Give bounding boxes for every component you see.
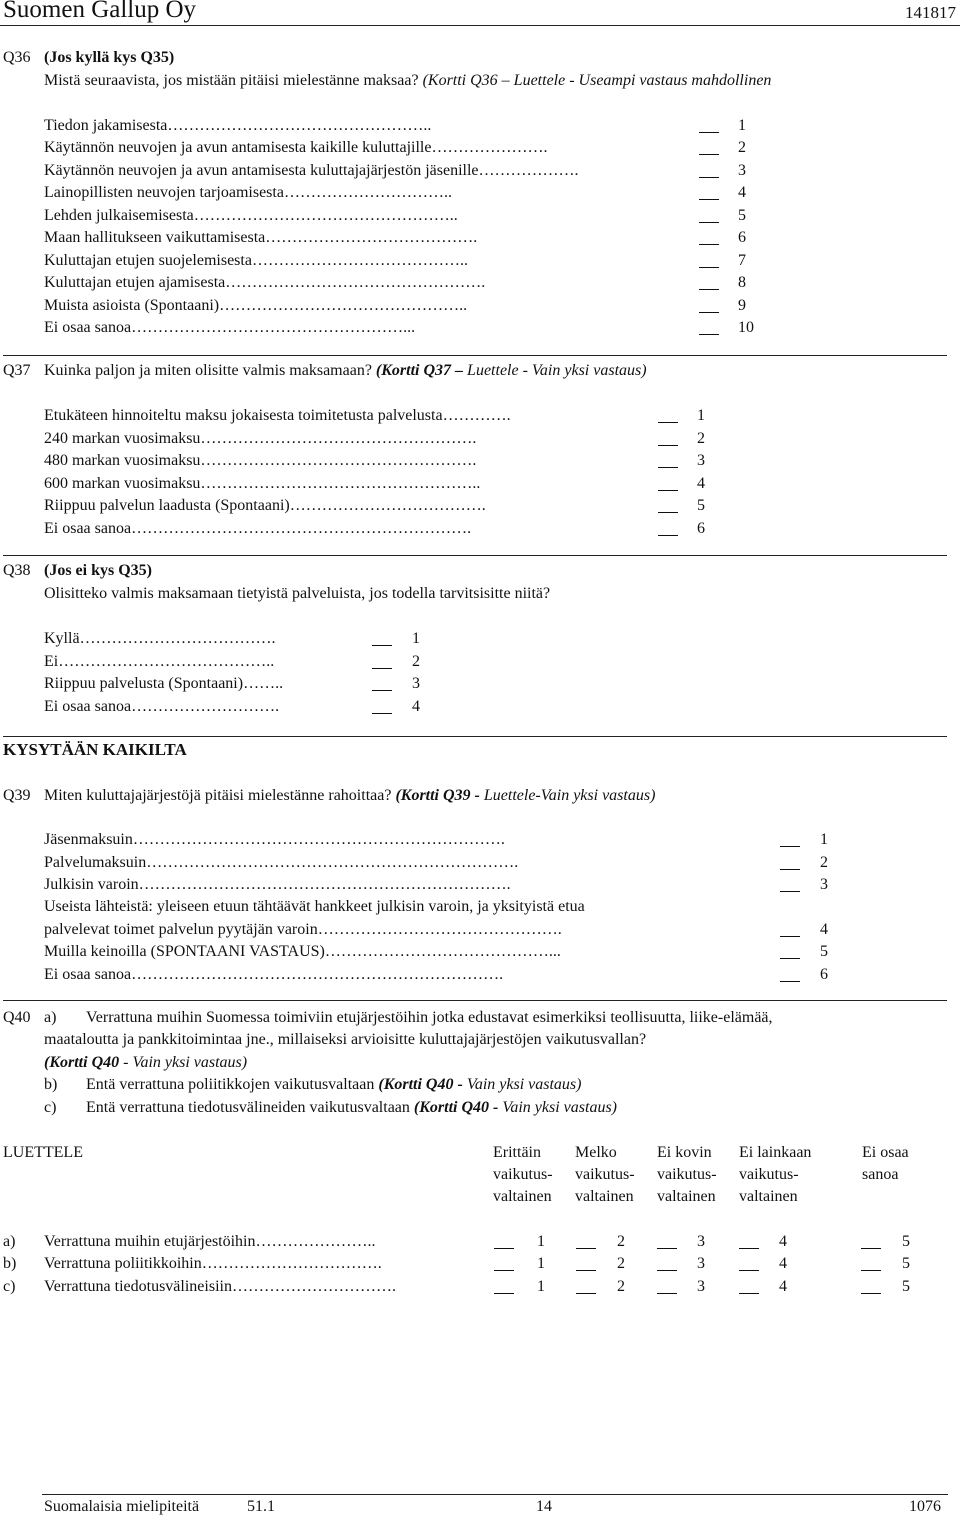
q37-option-label [44, 519, 654, 539]
footer-version: 51.1 [247, 1498, 275, 1515]
dot-leader: ………………………………….. [58, 653, 275, 670]
grid-column-header: valtainen [739, 1188, 798, 1205]
dot-leader: …………. [442, 407, 511, 424]
answer-blank[interactable] [861, 1293, 881, 1294]
answer-blank[interactable] [861, 1248, 881, 1249]
q38-option-label [44, 629, 368, 649]
q37-question: Kuinka paljon ja miten olisitte valmis maksamaan? (Kortti Q37 – Luettele - Vain yksi vastaus) [44, 362, 647, 379]
q36-option-label [44, 161, 695, 181]
answer-blank[interactable] [372, 690, 392, 691]
answer-blank[interactable] [699, 132, 719, 133]
answer-blank[interactable] [739, 1293, 759, 1294]
dot-leader: ……………………………………………………………. [146, 854, 519, 871]
dot-leader: …………………………………. [265, 229, 478, 246]
answer-code: 8 [738, 274, 746, 291]
q38-condition: (Jos ei kys Q35) [44, 562, 152, 579]
answer-blank[interactable] [699, 312, 719, 313]
q37-option-label [44, 496, 654, 516]
answer-blank[interactable] [657, 1248, 677, 1249]
answer-code: 5 [820, 943, 828, 960]
answer-code: 4 [779, 1255, 787, 1272]
answer-blank[interactable] [657, 1270, 677, 1271]
q39-option-label [44, 853, 776, 873]
dot-leader: ………………………………………….. [167, 117, 432, 134]
answer-blank[interactable] [657, 1293, 677, 1294]
dot-leader: ………………….. [255, 1233, 376, 1250]
q40-a-text: Verrattuna muihin Suomessa toimiviin etujärjestöihin jotka edustavat esimerkiksi teollisuutta, liike-elämää, [86, 1009, 773, 1026]
answer-blank[interactable] [494, 1270, 514, 1271]
q36-condition: (Jos kyllä kys Q35) [44, 49, 175, 66]
option-text: Riippuu palvelun laadusta (Spontaani) [44, 497, 290, 514]
option-text: Kyllä [44, 630, 80, 647]
option-text: Käytännön neuvojen ja avun antamisesta kuluttajajärjestön jäsenille [44, 162, 479, 179]
footer-publication: Suomalaisia mielipiteitä [44, 1498, 200, 1515]
dot-leader: ……………………………………………. [200, 452, 477, 469]
answer-code: 7 [738, 252, 746, 269]
answer-blank[interactable] [494, 1293, 514, 1294]
q39-question: Miten kuluttajajärjestöjä pitäisi mielestänne rahoittaa? (Kortti Q39 - Luettele-Vain yksi vastaus) [44, 787, 656, 804]
q38-question: Olisitteko valmis maksamaan tietyistä palveluista, jos todella tarvitsisitte niitä? [44, 585, 551, 602]
grid-row-letter: a) [3, 1233, 16, 1250]
option-text: Ei osaa sanoa [44, 698, 132, 715]
q36-option-label [44, 138, 695, 158]
answer-code: 5 [902, 1255, 910, 1272]
q36-question: Mistä seuraavista, jos mistään pitäisi mielestänne maksaa? (Kortti Q36 – Luettele - Useampi vastaus mahdollinen [44, 72, 772, 89]
answer-blank[interactable] [576, 1270, 596, 1271]
answer-code: 2 [617, 1278, 625, 1295]
q36-option-label [44, 251, 695, 271]
dot-leader: ……………………………………………. [200, 430, 477, 447]
dot-leader: ………………………………………….. [193, 207, 458, 224]
answer-code: 3 [697, 452, 705, 469]
option-text: Käytännön neuvojen ja avun antamisesta kaikille kuluttajille [44, 139, 432, 156]
q36-option-label [44, 318, 695, 338]
answer-code: 2 [820, 854, 828, 871]
q39-multiline-label: Useista lähteistä: yleiseen etuun tähtäävät hankkeet julkisin varoin, ja yksityistä etua [44, 898, 585, 915]
grid-row-letter: c) [3, 1278, 16, 1295]
option-text: Etukäteen hinnoiteltu maksu jokaisesta toimitetusta palvelusta [44, 407, 443, 424]
answer-blank[interactable] [699, 199, 719, 200]
dot-leader: ………………………………………. [317, 921, 562, 938]
option-text: Tiedon jakamisesta [44, 117, 168, 134]
answer-blank[interactable] [780, 846, 800, 847]
option-text: Lainopillisten neuvojen tarjoamisesta [44, 184, 284, 201]
answer-blank[interactable] [739, 1270, 759, 1271]
answer-blank[interactable] [699, 289, 719, 290]
answer-code: 10 [738, 319, 754, 336]
answer-blank[interactable] [780, 981, 800, 982]
answer-blank[interactable] [699, 244, 719, 245]
form-code: 141817 [905, 3, 956, 22]
grid-column-header: valtainen [657, 1188, 716, 1205]
q38-number: Q38 [3, 562, 31, 579]
q40-a-text-cont: maataloutta ja pankkitoimintaa jne., millaiseksi arvioisitte kuluttajajärjestöjen vaikutusvallan? [44, 1031, 647, 1048]
q39-option-label [44, 965, 776, 985]
q37-number: Q37 [3, 362, 31, 379]
footer-page-number: 14 [536, 1498, 552, 1515]
answer-blank[interactable] [780, 958, 800, 959]
answer-code: 4 [697, 475, 705, 492]
option-text: Palvelumaksuin [44, 854, 147, 871]
answer-code: 3 [412, 675, 420, 692]
q40-c-text: Entä verrattuna tiedotusvälineiden vaikutusvaltaan (Kortti Q40 - Vain yksi vastaus) [86, 1099, 617, 1116]
luettele-label: LUETTELE [3, 1144, 83, 1161]
answer-blank[interactable] [699, 154, 719, 155]
option-text: Ei osaa sanoa [44, 520, 132, 537]
q38-option-label [44, 674, 368, 694]
option-text: Muista asioista (Spontaani) [44, 297, 220, 314]
q36-option-label [44, 296, 695, 316]
answer-blank[interactable] [372, 713, 392, 714]
dot-leader: ………………………………….. [251, 252, 468, 269]
option-text: Jäsenmaksuin [44, 831, 133, 848]
q39-number: Q39 [3, 787, 31, 804]
answer-code: 2 [617, 1255, 625, 1272]
option-text: Ei osaa sanoa [44, 319, 132, 336]
answer-code: 3 [697, 1255, 705, 1272]
answer-blank[interactable] [658, 422, 678, 423]
option-text: Julkisin varoin [44, 876, 139, 893]
answer-code: 3 [697, 1278, 705, 1295]
grid-column-header: valtainen [493, 1188, 552, 1205]
q36-instruction: (Kortti Q36 – Luettele - Useampi vastaus mahdollinen [422, 72, 772, 89]
dot-leader: ………………………………………………………. [131, 520, 472, 537]
answer-blank[interactable] [372, 668, 392, 669]
answer-code: 5 [902, 1233, 910, 1250]
answer-blank[interactable] [780, 891, 800, 892]
dot-leader: …………………………………………….. [200, 475, 481, 492]
option-text: Ei osaa sanoa [44, 966, 132, 983]
q36-number: Q36 [3, 49, 31, 66]
answer-code: 1 [537, 1255, 545, 1272]
option-text: Riippuu palvelusta (Spontaani) [44, 675, 244, 692]
grid-row-letter: b) [3, 1255, 17, 1272]
answer-code: 2 [617, 1233, 625, 1250]
dot-leader: …….. [243, 675, 284, 692]
section-heading: KYSYTÄÄN KAIKILTA [3, 740, 187, 759]
dot-leader: ………………………………. [289, 497, 486, 514]
answer-code: 6 [697, 520, 705, 537]
divider [3, 736, 947, 737]
option-text: Muilla keinoilla (SPONTAANI VASTAUS) [44, 943, 325, 960]
answer-blank[interactable] [780, 869, 800, 870]
answer-blank[interactable] [658, 535, 678, 536]
answer-code: 4 [738, 184, 746, 201]
dot-leader: ……………………………………………………………. [131, 966, 504, 983]
grid-column-header: vaikutus- [575, 1166, 635, 1183]
q37-option-label [44, 474, 654, 494]
q40-number: Q40 [3, 1009, 31, 1026]
option-text: Lehden julkaisemisesta [44, 207, 194, 224]
company-name: Suomen Gallup Oy [3, 0, 197, 23]
divider [3, 1000, 947, 1001]
q40-c-letter: c) [44, 1099, 57, 1116]
dot-leader: ……………………………………………………………. [138, 876, 511, 893]
q36-option-label [44, 183, 695, 203]
answer-code: 3 [738, 162, 746, 179]
answer-code: 1 [738, 117, 746, 134]
option-text: Kuluttajan etujen ajamisesta [44, 274, 226, 291]
dot-leader: …………………. [431, 139, 548, 156]
answer-code: 1 [537, 1278, 545, 1295]
dot-leader: ……………………………………………... [131, 319, 416, 336]
answer-blank[interactable] [861, 1270, 881, 1271]
grid-column-header: Ei osaa [862, 1144, 909, 1161]
q38-option-label [44, 697, 368, 717]
dot-leader: ……………………………………….. [219, 297, 468, 314]
q36-option-label [44, 273, 695, 293]
answer-code: 3 [697, 1233, 705, 1250]
row-text: Verrattuna poliitikkoihin [44, 1255, 202, 1272]
grid-column-header: sanoa [862, 1166, 899, 1183]
option-text: 600 markan vuosimaksu [44, 475, 201, 492]
footer-rule [42, 1494, 948, 1495]
dot-leader: ………………………………. [79, 630, 276, 647]
answer-code: 1 [412, 630, 420, 647]
answer-blank[interactable] [699, 267, 719, 268]
answer-code: 6 [738, 229, 746, 246]
answer-code: 9 [738, 297, 746, 314]
answer-blank[interactable] [739, 1248, 759, 1249]
dot-leader: ……………………………………... [324, 943, 561, 960]
grid-column-header: Ei kovin [657, 1144, 712, 1161]
row-text: Verrattuna muihin etujärjestöihin [44, 1233, 256, 1250]
dot-leader: ………………………. [131, 698, 280, 715]
answer-blank[interactable] [780, 936, 800, 937]
answer-code: 2 [738, 139, 746, 156]
answer-code: 1 [537, 1233, 545, 1250]
answer-blank[interactable] [699, 222, 719, 223]
answer-blank[interactable] [576, 1293, 596, 1294]
grid-column-header: Ei lainkaan [739, 1144, 812, 1161]
answer-blank[interactable] [658, 445, 678, 446]
grid-column-header: Erittäin [493, 1144, 541, 1161]
dot-leader: …………………………. [231, 1278, 396, 1295]
answer-code: 3 [820, 876, 828, 893]
q39-option-label [44, 875, 776, 895]
option-text: palvelevat toimet palvelun pyytäjän varoin [44, 921, 318, 938]
answer-blank[interactable] [658, 490, 678, 491]
grid-column-header: vaikutus- [739, 1166, 799, 1183]
option-text: Ei [44, 653, 59, 670]
grid-column-header: valtainen [575, 1188, 634, 1205]
q37-option-label [44, 406, 654, 426]
answer-code: 4 [779, 1278, 787, 1295]
grid-row-label [44, 1232, 484, 1252]
grid-column-header: vaikutus- [657, 1166, 717, 1183]
q37-option-label [44, 451, 654, 471]
header-rule [0, 25, 960, 26]
option-text: Maan hallitukseen vaikuttamisesta [44, 229, 266, 246]
answer-code: 5 [697, 497, 705, 514]
q38-option-label [44, 652, 368, 672]
option-text: 240 markan vuosimaksu [44, 430, 201, 447]
q37-option-label [44, 429, 654, 449]
answer-blank[interactable] [658, 467, 678, 468]
q36-option-label [44, 206, 695, 226]
answer-blank[interactable] [494, 1248, 514, 1249]
q40-a-instruction: (Kortti Q40 - Vain yksi vastaus) [44, 1054, 248, 1071]
grid-column-header: Melko [575, 1144, 617, 1161]
answer-code: 2 [697, 430, 705, 447]
answer-code: 2 [412, 653, 420, 670]
answer-code: 4 [820, 921, 828, 938]
answer-blank[interactable] [658, 512, 678, 513]
q39-option-label [44, 942, 776, 962]
dot-leader: ………………. [478, 162, 579, 179]
divider [3, 555, 947, 556]
dot-leader: ………………………….. [283, 184, 452, 201]
footer-code: 1076 [909, 1498, 941, 1515]
option-text: 480 markan vuosimaksu [44, 452, 201, 469]
grid-row-label [44, 1277, 484, 1297]
answer-code: 6 [820, 966, 828, 983]
dot-leader: ……………………………………………………………. [132, 831, 505, 848]
answer-code: 4 [779, 1233, 787, 1250]
divider [3, 355, 947, 356]
answer-code: 1 [697, 407, 705, 424]
answer-code: 5 [902, 1278, 910, 1295]
answer-blank[interactable] [576, 1248, 596, 1249]
grid-column-header: vaikutus- [493, 1166, 553, 1183]
answer-blank[interactable] [699, 334, 719, 335]
answer-code: 5 [738, 207, 746, 224]
answer-code: 4 [412, 698, 420, 715]
option-text: Kuluttajan etujen suojelemisesta [44, 252, 252, 269]
dot-leader: …………………………………………. [225, 274, 486, 291]
q40-b-text: Entä verrattuna poliitikkojen vaikutusvaltaan (Kortti Q40 - Vain yksi vastaus) [86, 1076, 582, 1093]
q39-option-label [44, 920, 776, 940]
q40-a-letter: a) [44, 1009, 57, 1026]
row-text: Verrattuna tiedotusvälineisiin [44, 1278, 232, 1295]
q39-option-label [44, 830, 776, 850]
q40-b-letter: b) [44, 1076, 58, 1093]
q36-option-label [44, 228, 695, 248]
q36-option-label [44, 116, 695, 136]
answer-blank[interactable] [699, 177, 719, 178]
answer-code: 1 [820, 831, 828, 848]
answer-blank[interactable] [372, 645, 392, 646]
grid-row-label [44, 1254, 484, 1274]
dot-leader: ……………………………. [201, 1255, 382, 1272]
